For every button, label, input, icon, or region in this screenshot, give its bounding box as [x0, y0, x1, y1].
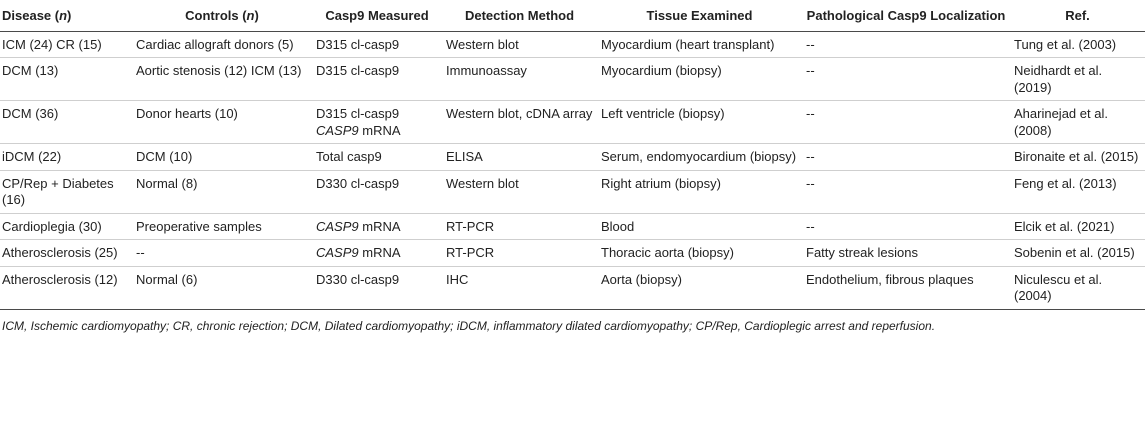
casp9-line: Total casp9 [316, 149, 382, 164]
header-text: Casp9 Measured [325, 8, 429, 23]
cell-detection-method: RT-PCR [442, 213, 597, 240]
cell-ref: Tung et al. (2003) [1010, 31, 1145, 58]
cell-detection-method: Western blot, cDNA array [442, 101, 597, 144]
cell-casp9-measured [312, 144, 442, 171]
cell-localization: -- [802, 58, 1010, 101]
header-tissue-examined [597, 0, 802, 31]
cell-localization: Fatty streak lesions [802, 240, 1010, 267]
cell-disease: iDCM (22) [0, 144, 132, 171]
table-row [0, 31, 1145, 58]
cell-controls: Normal (6) [132, 266, 312, 309]
header-disease [0, 0, 132, 31]
table-row [0, 58, 1145, 101]
cell-ref: Niculescu et al. (2004) [1010, 266, 1145, 309]
cell-disease: Cardioplegia (30) [0, 213, 132, 240]
cell-ref: Bironaite et al. (2015) [1010, 144, 1145, 171]
cell-controls: -- [132, 240, 312, 267]
cell-casp9-measured [312, 213, 442, 240]
cell-localization: -- [802, 31, 1010, 58]
header-text: Ref. [1065, 8, 1090, 23]
table-row [0, 170, 1145, 213]
cell-detection-method: Western blot [442, 31, 597, 58]
header-detection-method [442, 0, 597, 31]
cell-localization: -- [802, 101, 1010, 144]
cell-disease: DCM (13) [0, 58, 132, 101]
cell-detection-method: Immunoassay [442, 58, 597, 101]
cell-controls: Preoperative samples [132, 213, 312, 240]
cell-tissue-examined: Myocardium (biopsy) [597, 58, 802, 101]
cell-disease: CP/Rep + Diabetes (16) [0, 170, 132, 213]
table-header-row [0, 0, 1145, 31]
casp9-line: D330 cl-casp9 [316, 175, 400, 191]
cell-localization: -- [802, 170, 1010, 213]
cell-controls: DCM (10) [132, 144, 312, 171]
table-body [0, 31, 1145, 309]
header-text: Tissue Examined [646, 8, 753, 23]
cell-disease: DCM (36) [0, 101, 132, 144]
cell-casp9-measured [312, 31, 442, 58]
table-footnote: ICM, Ischemic cardiomyopathy; CR, chronic rejection; DCM, Dilated cardiomyopathy; iDCM, inflammatory dilated cardiomyopathy; CP/Rep, Cardioplegic arrest and reperfusion. [2, 318, 936, 333]
cell-tissue-examined: Right atrium (biopsy) [597, 170, 802, 213]
cell-tissue-examined: Blood [597, 213, 802, 240]
header-text: Disease ( [2, 8, 60, 23]
cell-ref: Neidhardt et al. (2019) [1010, 58, 1145, 101]
cell-detection-method: ELISA [442, 144, 597, 171]
cell-localization: -- [802, 144, 1010, 171]
cell-ref: Aharinejad et al. (2008) [1010, 101, 1145, 144]
cell-detection-method: IHC [442, 266, 597, 309]
table-row [0, 213, 1145, 240]
cell-casp9-measured [312, 170, 442, 213]
cell-tissue-examined: Serum, endomyocardium (biopsy) [597, 144, 802, 171]
table-row [0, 101, 1145, 144]
cell-localization: -- [802, 213, 1010, 240]
header-controls [132, 0, 312, 31]
cell-localization: Endothelium, fibrous plaques [802, 266, 1010, 309]
casp9-line: CASP9 mRNA [316, 122, 401, 138]
table-row [0, 240, 1145, 267]
casp9-line: CASP9 mRNA [316, 218, 401, 234]
header-localization [802, 0, 1010, 31]
header-italic-text: n [59, 8, 68, 23]
cell-controls: Normal (8) [132, 170, 312, 213]
header-text: ) [254, 8, 259, 23]
header-text: Detection Method [464, 8, 575, 23]
cell-ref: Elcik et al. (2021) [1010, 213, 1145, 240]
casp9-line: CASP9 mRNA [316, 245, 401, 260]
casp9-line: D315 cl-casp9 [316, 106, 400, 121]
table-row [0, 266, 1145, 309]
cell-controls: Cardiac allograft donors (5) [132, 31, 312, 58]
cell-controls: Donor hearts (10) [132, 101, 312, 144]
cell-tissue-examined: Aorta (biopsy) [597, 266, 802, 309]
casp9-line: D315 cl-casp9 [316, 63, 400, 78]
cell-tissue-examined: Thoracic aorta (biopsy) [597, 240, 802, 267]
gene-symbol: CASP9 [316, 218, 359, 234]
header-casp9-measured [312, 0, 442, 31]
header-italic-text: n [246, 8, 255, 23]
header-ref [1010, 0, 1145, 31]
casp9-line: D315 cl-casp9 [316, 36, 400, 52]
cell-casp9-measured [312, 58, 442, 101]
cell-tissue-examined: Myocardium (heart transplant) [597, 31, 802, 58]
table-row [0, 144, 1145, 171]
cell-ref: Sobenin et al. (2015) [1010, 240, 1145, 267]
cell-detection-method: Western blot [442, 170, 597, 213]
cell-disease: Atherosclerosis (25) [0, 240, 132, 267]
cell-detection-method: RT-PCR [442, 240, 597, 267]
cell-disease: ICM (24) CR (15) [0, 31, 132, 58]
header-text: ) [67, 8, 72, 23]
cell-tissue-examined: Left ventricle (biopsy) [597, 101, 802, 144]
cell-casp9-measured [312, 101, 442, 144]
gene-symbol: CASP9 [316, 122, 359, 138]
cell-casp9-measured [312, 240, 442, 267]
header-text: Pathological Casp9 Localization [806, 8, 1006, 23]
cell-ref: Feng et al. (2013) [1010, 170, 1145, 213]
gene-symbol: CASP9 [316, 245, 359, 260]
cell-casp9-measured [312, 266, 442, 309]
casp9-line: D330 cl-casp9 [316, 271, 400, 287]
cell-controls: Aortic stenosis (12) ICM (13) [132, 58, 312, 101]
header-text: Controls ( [185, 8, 247, 23]
cell-disease: Atherosclerosis (12) [0, 266, 132, 309]
